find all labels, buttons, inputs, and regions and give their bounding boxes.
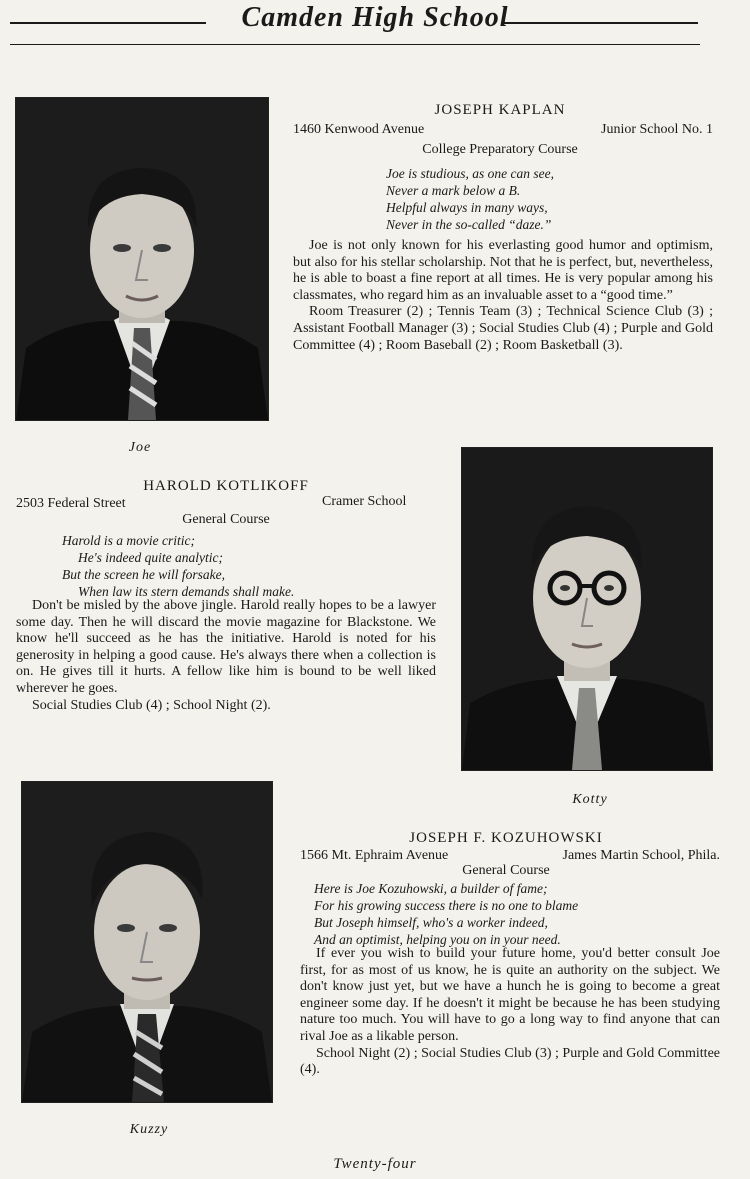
portrait-photo-kozuhowski xyxy=(22,782,272,1102)
verse-line: Joe is studious, as one can see, xyxy=(386,166,554,181)
portrait-illustration xyxy=(22,782,272,1102)
activities-text: Room Treasurer (2) ; Tennis Team (3) ; Technical Science Club (3) ; Assistant Football Manager (3) ; Social Studies Club (4) ; Purple and Gold Committee (4) ; Room Baseball (2) ; Room Basketball (3). xyxy=(293,304,713,353)
portrait-photo-kotlikoff xyxy=(462,448,712,770)
student-name-kaplan: JOSEPH KAPLAN xyxy=(434,102,566,118)
course-kotlikoff: General Course xyxy=(182,512,270,527)
course-kozuhowski: General Course xyxy=(462,863,550,878)
verse-line: But Joseph himself, who's a worker indeed, xyxy=(314,915,548,930)
bio-kaplan xyxy=(293,238,713,354)
verse-kaplan xyxy=(386,165,554,233)
student-name-kotlikoff: HAROLD KOTLIKOFF xyxy=(143,478,309,494)
student-name-kozuhowski: JOSEPH F. KOZUHOWSKI xyxy=(409,830,603,846)
verse-kotlikoff xyxy=(62,532,294,600)
verse-line: Here is Joe Kozuhowski, a builder of fame; xyxy=(314,881,548,896)
verse-line: For his growing success there is no one to blame xyxy=(314,898,579,913)
school-kaplan: Junior School No. 1 xyxy=(601,122,713,137)
school-kozuhowski: James Martin School, Phila. xyxy=(562,848,720,863)
page-number: Twenty-four xyxy=(333,1156,417,1172)
activities-text: School Night (2) ; Social Studies Club (3) ; Purple and Gold Committee (4). xyxy=(300,1045,720,1078)
activities-text: Social Studies Club (4) ; School Night (2). xyxy=(32,697,271,713)
verse-line: Never a mark below a B. xyxy=(386,183,521,198)
school-kotlikoff: Cramer School xyxy=(322,494,407,509)
verse-line: Helpful always in many ways, xyxy=(386,200,548,215)
bio-text: Don't be misled by the above jingle. Harold really hopes to be a lawyer some day. Then he will discard the movie magazine for Blackstone. We know he'll succeed as he has the initiative. Harold is noted for his generosity in helping a good cause. He's always there when a collection is on. He gives till it hurts. A fellow like him is bound to be well liked wherever he goes. xyxy=(16,598,436,696)
portrait-illustration xyxy=(16,98,268,420)
portrait-photo-kaplan xyxy=(16,98,268,420)
nickname-caption-kotlikoff: Kotty xyxy=(572,792,608,807)
verse-line: And an optimist, helping you on in your need. xyxy=(314,932,561,947)
portrait-illustration xyxy=(462,448,712,770)
verse-line: He's indeed quite analytic; xyxy=(78,550,223,565)
bio-kozuhowski xyxy=(300,946,720,1079)
header-underline xyxy=(10,44,700,45)
nickname-caption-kaplan: Joe xyxy=(128,440,152,455)
bio-text: If ever you wish to build your future home, you'd better consult Joe first, for as most of us know, he is quite an authority on the subject. We don't know just yet, but we have a hunch he is going to become a great engineer some day. If he doesn't it might be because he has been studying nature too much. You will have to go a long way to find anyone that can rival Joe as a likable person. xyxy=(300,946,720,1044)
address-kotlikoff: 2503 Federal Street xyxy=(16,496,126,511)
address-kozuhowski: 1566 Mt. Ephraim Avenue xyxy=(300,848,449,863)
course-kaplan: College Preparatory Course xyxy=(422,142,578,157)
verse-line: When law its stern demands shall make. xyxy=(78,584,295,599)
verse-line: Never in the so-called “daze.” xyxy=(386,217,552,232)
address-kaplan: 1460 Kenwood Avenue xyxy=(293,122,425,137)
verse-kozuhowski xyxy=(314,880,578,948)
nickname-caption-kozuhowski: Kuzzy xyxy=(129,1122,169,1137)
bio-kotlikoff xyxy=(16,598,436,714)
verse-line: But the screen he will forsake, xyxy=(62,567,225,582)
verse-line: Harold is a movie critic; xyxy=(62,533,195,548)
page-header-title: Camden High School xyxy=(241,2,509,33)
bio-text: Joe is not only known for his everlasting good humor and optimism, but also for his stellar scholarship. Not that he is perfect, but, nevertheless, he is able to boast a fine report at all times. He is very popular among his classmates, who regard him as an invaluable asset to a “good time.” xyxy=(293,238,713,303)
